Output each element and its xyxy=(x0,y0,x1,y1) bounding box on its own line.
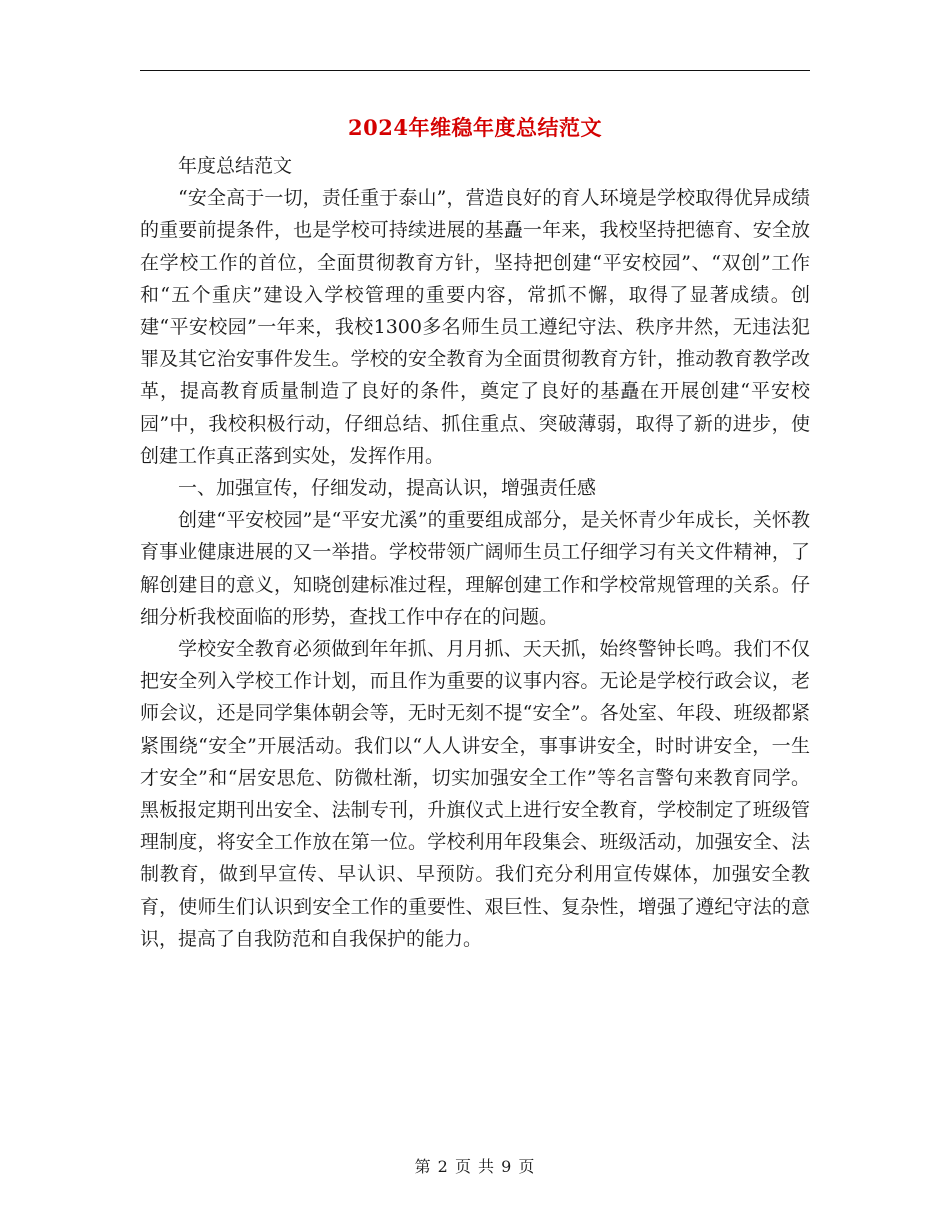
paragraph: 年度总结范文 xyxy=(178,155,293,177)
document-body xyxy=(140,150,810,955)
section-heading: 一、加强宣传，仔细发动，提高认识，增强责任感 xyxy=(178,477,597,500)
paragraph: 学校安全教育必须做到年年抓、月月抓、天天抓，始终警钟长鸣。我们不仅把安全列入学校工作计划，而且作为重要的议事内容。无论是学校行政会议，老师会议，还是同学集体朝会等，无时无刻不提“安全”。各处室、年段、班级都紧紧围绕“安全”开展活动。我们以“人人讲安全，事事讲安全，时时讲安全，一生才安全”和“居安思危、防微杜渐，切实加强安全工作”等名言警句来教育同学。黑板报定期刊出安全、法制专刊，升旗仪式上进行安全教育，学校制定了班级管理制度，将安全工作放在第一位。学校利用年段集会、班级活动，加强安全、法制教育，做到早宣传、早认识、早预防。我们充分利用宣传媒体，加强安全教育，使师生们认识到安全工作的重要性、艰巨性、复杂性，增强了遵纪守法的意识，提高了自我防范和自我保护的能力。 xyxy=(140,638,810,950)
page-number-footer: 第 2 页 共 9 页 xyxy=(414,1157,536,1176)
paragraph: “安全高于一切，责任重于泰山”，营造良好的育人环境是学校取得优异成绩的重要前提条件，也是学校可持续进展的基矗一年来，我校坚持把德育、安全放在学校工作的首位，全面贯彻教育方针，坚持把创建“平安校园”、“双创”工作和“五个重庆”建设入学校管理的重要内容，常抓不懈，取得了显著成绩。创建“平安校园”一年来，我校1300多名师生员工遵纪守法、秩序井然，无违法犯罪及其它治安事件发生。学校的安全教育为全面贯彻教育方针，推动教育教学改革，提高教育质量制造了良好的条件，奠定了良好的基矗在开展创建“平安校园”中，我校积极行动，仔细总结、抓住重点、突破薄弱，取得了新的进步，使创建工作真正落到实处，发挥作用。 xyxy=(140,187,810,467)
header-rule xyxy=(140,70,810,71)
paragraph: 创建“平安校园”是“平安尤溪”的重要组成部分，是关怀青少年成长，关怀教育事业健康进展的又一举措。学校带领广阔师生员工仔细学习有关文件精神，了解创建目的意义，知晓创建标准过程，理解创建工作和学校常规管理的关系。仔细分析我校面临的形势，查找工作中存在的问题。 xyxy=(140,509,810,628)
document-title: 2024年维稳年度总结范文 xyxy=(348,115,602,140)
